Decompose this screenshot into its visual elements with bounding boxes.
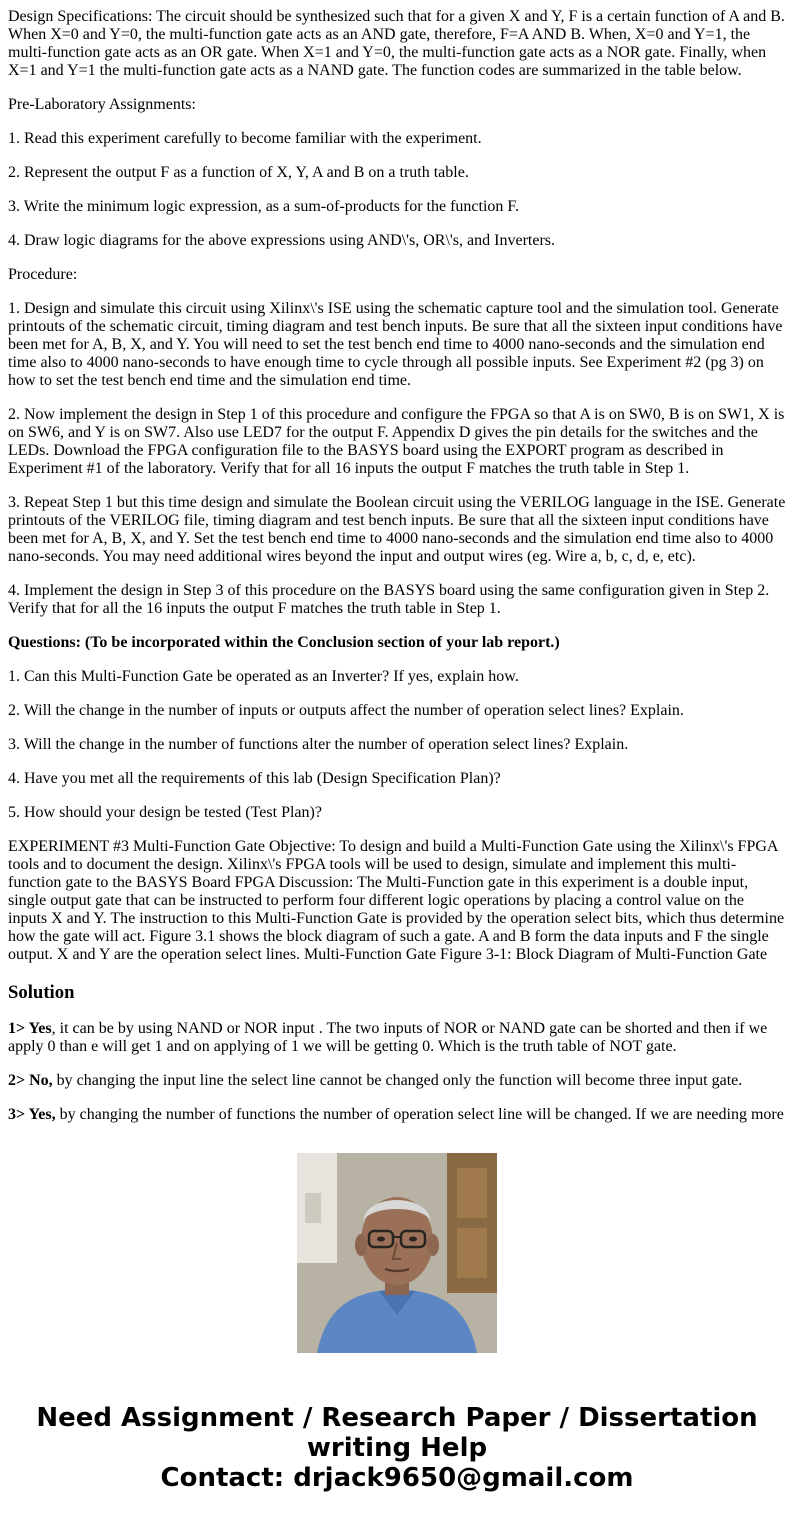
prelab-item: 2. Represent the output F as a function of X, Y, A and B on a truth table. — [8, 164, 469, 181]
solution-answer — [8, 1072, 786, 1090]
questions-heading: Questions: (To be incorporated within the Conclusion section of your lab report.) — [8, 634, 560, 651]
procedure-item: 4. Implement the design in Step 3 of this procedure on the BASYS board using the same configuration given in Step 2. Verify that for all the 16 inputs the output F matches the truth table in Step 1. — [8, 582, 770, 617]
procedure-heading: Procedure: — [8, 266, 78, 283]
answer-text: by changing the number of functions the number of operation select line will be changed. If we are needing more — [55, 1106, 784, 1123]
answer-text: by changing the input line the select line cannot be changed only the function will become three input gate. — [52, 1072, 743, 1089]
promo-contact: Contact: drjack9650@gmail.com — [160, 1463, 634, 1493]
question-item: 2. Will the change in the number of inputs or outputs affect the number of operation select lines? Explain. — [8, 702, 684, 719]
procedure-item: 3. Repeat Step 1 but this time design and simulate the Boolean circuit using the VERILOG language in the ISE. Generate printouts of the VERILOG file, timing diagram and test bench inputs. Be sure that all the sixteen input conditions have been met for A, B, X, and Y. Set the test bench end time to 4000 nano-seconds and the simulation end time also to 4000 nano-seconds. You may need additional wires beyond the input and output wires (eg. Wire a, b, c, d, e, etc). — [8, 494, 786, 565]
tutor-portrait-image — [297, 1153, 497, 1353]
experiment-description: EXPERIMENT #3 Multi-Function Gate Objective: To design and build a Multi-Function Gate using the Xilinx\'s FPGA tools and to document the design. Xilinx\'s FPGA tools will be used to design, simulate and implement this multi-function gate to the BASYS Board FPGA Discussion: The Multi-Function gate in this experiment is a double input, single output gate that can be instructed to perform four different logic operations by placing a control value on the inputs X and Y. The instruction to this Multi-Function Gate is provided by the operation select bits, which thus determine how the gate will act. Figure 3.1 shows the block diagram of such a gate. A and B form the data inputs and F the single output. X and Y are the operation select lines. Multi-Function Gate Figure 3-1: Block Diagram of Multi-Function Gate — [8, 838, 785, 963]
question-item: 4. Have you met all the requirements of this lab (Design Specification Plan)? — [8, 770, 501, 787]
answer-label: 2> No, — [8, 1072, 53, 1089]
prelab-item: 3. Write the minimum logic expression, as a sum-of-products for the function F. — [8, 198, 520, 215]
procedure-item: 2. Now implement the design in Step 1 of this procedure and configure the FPGA so that A is on SW0, B is on SW1, X is on SW6, and Y is on SW7. Also use LED7 for the output F. Appendix D gives the pin details for the switches and the LEDs. Download the FPGA configuration file to the BASYS board using the EXPORT program as described in Experiment #1 of the laboratory. Verify that for all 16 inputs the output F matches the truth table in Step 1. — [8, 406, 785, 477]
question-item: 1. Can this Multi-Function Gate be operated as an Inverter? If yes, explain how. — [8, 668, 519, 685]
answer-text: , it can be by using NAND or NOR input . The two inputs of NOR or NAND gate can be shorted and then if we apply 0 than e will get 1 and on applying of 1 we will be getting 0. Which is the truth table of NOT gate. — [8, 1020, 768, 1055]
promo-line: Need Assignment / Research Paper / Dissertation — [36, 1403, 758, 1433]
document-content — [8, 0, 786, 1123]
prelab-heading: Pre-Laboratory Assignments: — [8, 96, 196, 113]
solution-answer — [8, 1106, 786, 1124]
prelab-item: 1. Read this experiment carefully to become familiar with the experiment. — [8, 130, 482, 147]
answer-label: 3> Yes, — [8, 1106, 56, 1123]
answer-label: 1> Yes — [8, 1020, 52, 1037]
design-specifications: Design Specifications: The circuit should be synthesized such that for a given X and Y, F is a certain function of A and B. When X=0 and Y=0, the multi-function gate acts as an AND gate, therefore, F=A AND B. When, X=0 and Y=1, the multi-function gate acts as an OR gate. When X=1 and Y=0, the multi-function gate acts as a NOR gate. Finally, when X=1 and Y=1 the multi-function gate acts as a NAND gate. The function codes are summarized in the table below. — [8, 8, 785, 79]
question-item: 3. Will the change in the number of functions alter the number of operation select lines? Explain. — [8, 736, 629, 753]
solution-answer — [8, 1020, 786, 1056]
procedure-item: 1. Design and simulate this circuit using Xilinx\'s ISE using the schematic capture tool and the simulation tool. Generate printouts of the schematic circuit, timing diagram and test bench inputs. Be sure that all the sixteen input conditions have been met for A, B, X, and Y. You will need to set the test bench end time to 4000 nano-seconds and the simulation end time also to 4000 nano-seconds to have enough time to cycle through all possible inputs. See Experiment #2 (pg 3) on how to set the test bench end time and the simulation end time. — [8, 300, 783, 389]
promo-line: writing Help — [306, 1433, 488, 1463]
prelab-item: 4. Draw logic diagrams for the above expressions using AND\'s, OR\'s, and Inverters. — [8, 232, 555, 249]
promo-banner — [0, 1403, 794, 1493]
solution-heading: Solution — [8, 982, 75, 1003]
tutor-avatar — [297, 1153, 497, 1353]
question-item: 5. How should your design be tested (Test Plan)? — [8, 804, 322, 821]
